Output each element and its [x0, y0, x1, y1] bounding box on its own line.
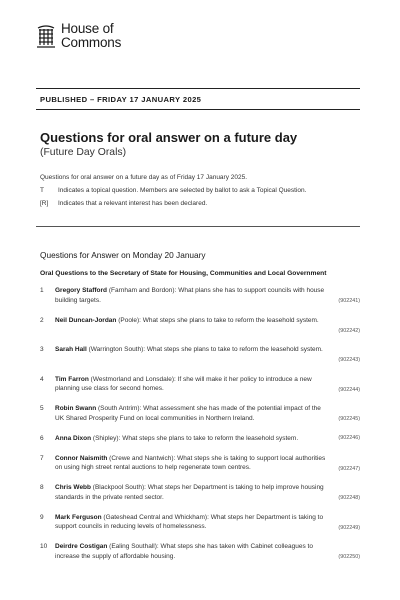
intro-text: Questions for oral answer on a future day as of Friday 17 January 2025. — [40, 174, 248, 181]
header-rule-bottom — [36, 109, 360, 110]
question-text: (Warrington South): What steps she plans to take to reform the leasehold system. — [86, 346, 323, 353]
logo-line-2: Commons — [61, 35, 122, 50]
question-reference: (902243) — [338, 357, 360, 363]
member-name: Connor Naismith — [55, 454, 108, 462]
member-name: Mark Ferguson — [55, 513, 102, 521]
department-heading: Oral Questions to the Secretary of State for Housing, Communities and Local Government — [40, 270, 327, 277]
legend-text: Indicates a topical question. Members are selected by ballot to ask a Topical Question. — [58, 187, 307, 194]
question-text: (Ealing Southall): What steps she has taken with Cabinet colleagues to increase the supply of affordable housing. — [55, 543, 313, 560]
question-reference: (902247) — [338, 465, 360, 472]
question-reference: (902248) — [338, 495, 360, 501]
question-item — [40, 404, 360, 434]
member-name: Neil Duncan-Jordan — [55, 316, 117, 324]
question-text: (Westmorland and Lonsdale): If she will make it her policy to introduce a new planning use class for second homes. — [55, 375, 312, 392]
document-subtitle: (Future Day Orals) — [40, 147, 127, 158]
logo-line-1: House of — [61, 21, 114, 36]
question-body — [55, 542, 327, 561]
question-item — [40, 542, 360, 572]
member-name: Anna Dixon — [55, 434, 92, 442]
logo-wordmark — [61, 22, 121, 50]
legend-text: Indicates that a relevant interest has been declared. — [58, 200, 208, 207]
question-number: 7 — [40, 454, 44, 462]
question-reference: (902249) — [338, 524, 360, 531]
question-body — [55, 404, 327, 423]
question-text: (Farnham and Bordon): What plans she has to support councils with house building targets. — [55, 287, 325, 304]
question-number: 9 — [40, 513, 44, 521]
question-reference: (902241) — [338, 298, 360, 304]
question-reference: (902244) — [338, 386, 360, 393]
member-name: Deirdre Costigan — [55, 543, 108, 550]
question-item — [40, 454, 360, 484]
house-of-commons-logo — [36, 22, 121, 50]
member-name: Sarah Hall — [55, 346, 87, 353]
question-item — [40, 286, 360, 316]
question-body — [55, 454, 327, 473]
member-name: Chris Webb — [55, 484, 91, 491]
question-text: (Shipley): What steps she plans to take to reform the leasehold system. — [91, 434, 299, 442]
question-item — [40, 375, 360, 405]
question-reference: (902250) — [338, 554, 360, 560]
legend-key: T — [40, 187, 44, 194]
member-name: Robin Swann — [55, 405, 97, 412]
legend-interest — [40, 200, 207, 207]
questions-list — [40, 286, 360, 572]
question-number: 1 — [40, 287, 44, 294]
question-body — [55, 483, 327, 502]
portcullis-icon — [36, 24, 56, 48]
question-number: 5 — [40, 405, 44, 412]
question-text: (Gateshead Central and Whickham): What steps her Department is taking to support councils in reducing levels of homelessness. — [55, 513, 324, 530]
legend-topical — [40, 187, 306, 194]
question-number: 10 — [40, 543, 48, 550]
section-rule — [36, 226, 360, 227]
question-body — [55, 513, 327, 532]
question-item — [40, 316, 360, 346]
member-name: Gregory Stafford — [55, 287, 108, 294]
question-item — [40, 434, 360, 454]
question-body — [55, 434, 327, 444]
question-body — [55, 345, 327, 355]
question-reference: (902242) — [338, 327, 360, 334]
question-number: 8 — [40, 484, 44, 491]
question-text: (Poole): What steps she plans to take to reform the leasehold system. — [116, 316, 319, 324]
section-heading: Questions for Answer on Monday 20 January — [40, 250, 206, 260]
question-text: (Crewe and Nantwich): What steps she is taking to support local authorities on using high street rental auctions to help regenerate town centres. — [55, 454, 326, 471]
question-item — [40, 345, 360, 375]
published-date: PUBLISHED – FRIDAY 17 JANUARY 2025 — [40, 95, 202, 104]
question-text: (South Antrim): What assessment she has made of the potential impact of the UK Shared Prosperity Fund on local communities in Northern Ireland. — [55, 405, 321, 422]
question-body — [55, 316, 327, 326]
question-item — [40, 513, 360, 543]
document-title: Questions for oral answer on a future day — [40, 130, 298, 145]
question-text: (Blackpool South): What steps her Department is taking to help improve housing standards in the private rented sector. — [55, 484, 324, 501]
question-number: 3 — [40, 346, 44, 353]
legend-key: [R] — [40, 200, 49, 207]
question-number: 2 — [40, 316, 44, 324]
question-number: 6 — [40, 434, 44, 442]
question-reference: (902245) — [338, 416, 360, 422]
question-body — [55, 286, 327, 305]
header-rule-top — [36, 88, 360, 89]
question-item — [40, 483, 360, 513]
question-body — [55, 375, 327, 394]
question-reference: (902246) — [338, 434, 360, 441]
member-name: Tim Farron — [55, 375, 89, 383]
question-number: 4 — [40, 375, 44, 383]
